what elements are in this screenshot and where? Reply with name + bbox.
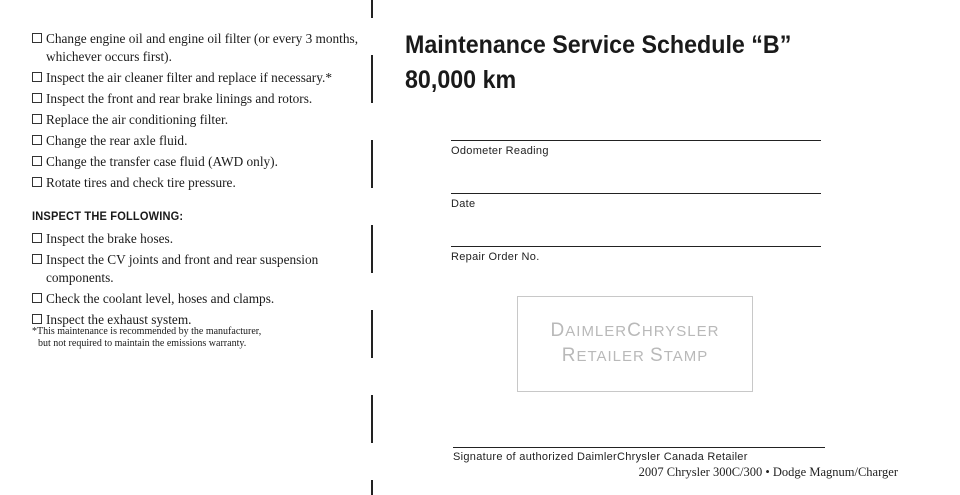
page-title: Maintenance Service Schedule “B” — [405, 31, 792, 59]
inspect-item — [32, 251, 367, 287]
checkbox[interactable] — [32, 93, 42, 103]
stamp-initial: S — [650, 345, 664, 366]
signature-line — [453, 447, 825, 448]
checklist-item — [32, 153, 367, 171]
checkbox[interactable] — [32, 177, 42, 187]
inspect-item-text: Inspect the CV joints and front and rear suspension components. — [46, 252, 319, 285]
checklist-item-text: Inspect the front and rear brake linings and rotors. — [46, 91, 313, 106]
inspect-item — [32, 290, 367, 308]
footnote-line-1: This maintenance is recommended by the manufacturer, — [37, 326, 262, 337]
stamp-text: ETAILER — [576, 348, 645, 365]
service-record — [405, 0, 925, 495]
checkbox[interactable] — [32, 33, 42, 43]
footnote-mark: * — [32, 326, 37, 337]
checklist-item — [32, 90, 367, 108]
checkbox[interactable] — [32, 114, 42, 124]
stamp-initial: D — [550, 320, 566, 341]
divider-segment — [371, 225, 373, 273]
checklist-item — [32, 174, 367, 192]
divider-segment — [371, 140, 373, 188]
checkbox[interactable] — [32, 135, 42, 145]
checkbox[interactable] — [32, 72, 42, 82]
stamp-text: TAMP — [663, 348, 709, 365]
date-field[interactable] — [451, 193, 821, 210]
footnote-line-2: but not required to maintain the emissions warranty. — [38, 338, 247, 349]
stamp-line-2 — [562, 344, 709, 369]
odometer-label: Odometer Reading — [451, 145, 549, 157]
checklist-item — [32, 111, 367, 129]
inspect-item — [32, 230, 367, 248]
signature-field[interactable] — [453, 447, 825, 463]
checklist-item-text: Change engine oil and engine oil filter (or every 3 months, whichever occurs first). — [46, 31, 359, 64]
signature-label: Signature of authorized DaimlerChrysler Canada Retailer — [453, 451, 748, 463]
checklist-item-text: Rotate tires and check tire pressure. — [46, 175, 236, 190]
stamp-line-1 — [551, 319, 720, 344]
repair-order-line — [451, 246, 821, 247]
checklist-item-text: Inspect the air cleaner filter and replace if necessary.* — [46, 70, 332, 85]
checklist-item — [32, 69, 367, 87]
checklist-item — [32, 132, 367, 150]
maintenance-checklist — [32, 30, 367, 332]
stamp-text: AIMLER — [565, 323, 628, 340]
inspect-item-text: Check the coolant level, hoses and clamps. — [46, 291, 275, 306]
checklist-item-text: Change the transfer case fluid (AWD only). — [46, 154, 278, 169]
stamp-initial: R — [561, 345, 577, 366]
repair-order-label: Repair Order No. — [451, 251, 540, 263]
divider-segment — [371, 55, 373, 103]
divider-segment — [371, 310, 373, 358]
footnote — [32, 326, 332, 350]
divider-segment — [371, 480, 373, 495]
stamp-initial: C — [627, 320, 642, 341]
retailer-stamp-box — [517, 296, 753, 392]
checkbox[interactable] — [32, 314, 42, 324]
odometer-line — [451, 140, 821, 141]
inspect-heading: INSPECT THE FOLLOWING: — [32, 209, 184, 223]
checkbox[interactable] — [32, 233, 42, 243]
repair-order-field[interactable] — [451, 246, 821, 263]
inspect-item-text: Inspect the exhaust system. — [46, 312, 192, 327]
checklist-item-text: Change the rear axle fluid. — [46, 133, 188, 148]
divider-segment — [371, 395, 373, 443]
inspect-item-text: Inspect the brake hoses. — [46, 231, 174, 246]
page-footer: 2007 Chrysler 300C/300 • Dodge Magnum/Charger — [638, 465, 898, 479]
checklist-item-text: Replace the air conditioning filter. — [46, 112, 229, 127]
odometer-field[interactable] — [451, 140, 821, 157]
date-line — [451, 193, 821, 194]
checkbox[interactable] — [32, 293, 42, 303]
stamp-text: HRYSLER — [641, 323, 720, 340]
checkbox[interactable] — [32, 156, 42, 166]
date-label: Date — [451, 198, 476, 210]
page-divider — [371, 0, 373, 495]
service-distance: 80,000 km — [405, 66, 517, 94]
checkbox[interactable] — [32, 254, 42, 264]
checklist-item — [32, 30, 367, 66]
divider-segment — [371, 0, 373, 18]
